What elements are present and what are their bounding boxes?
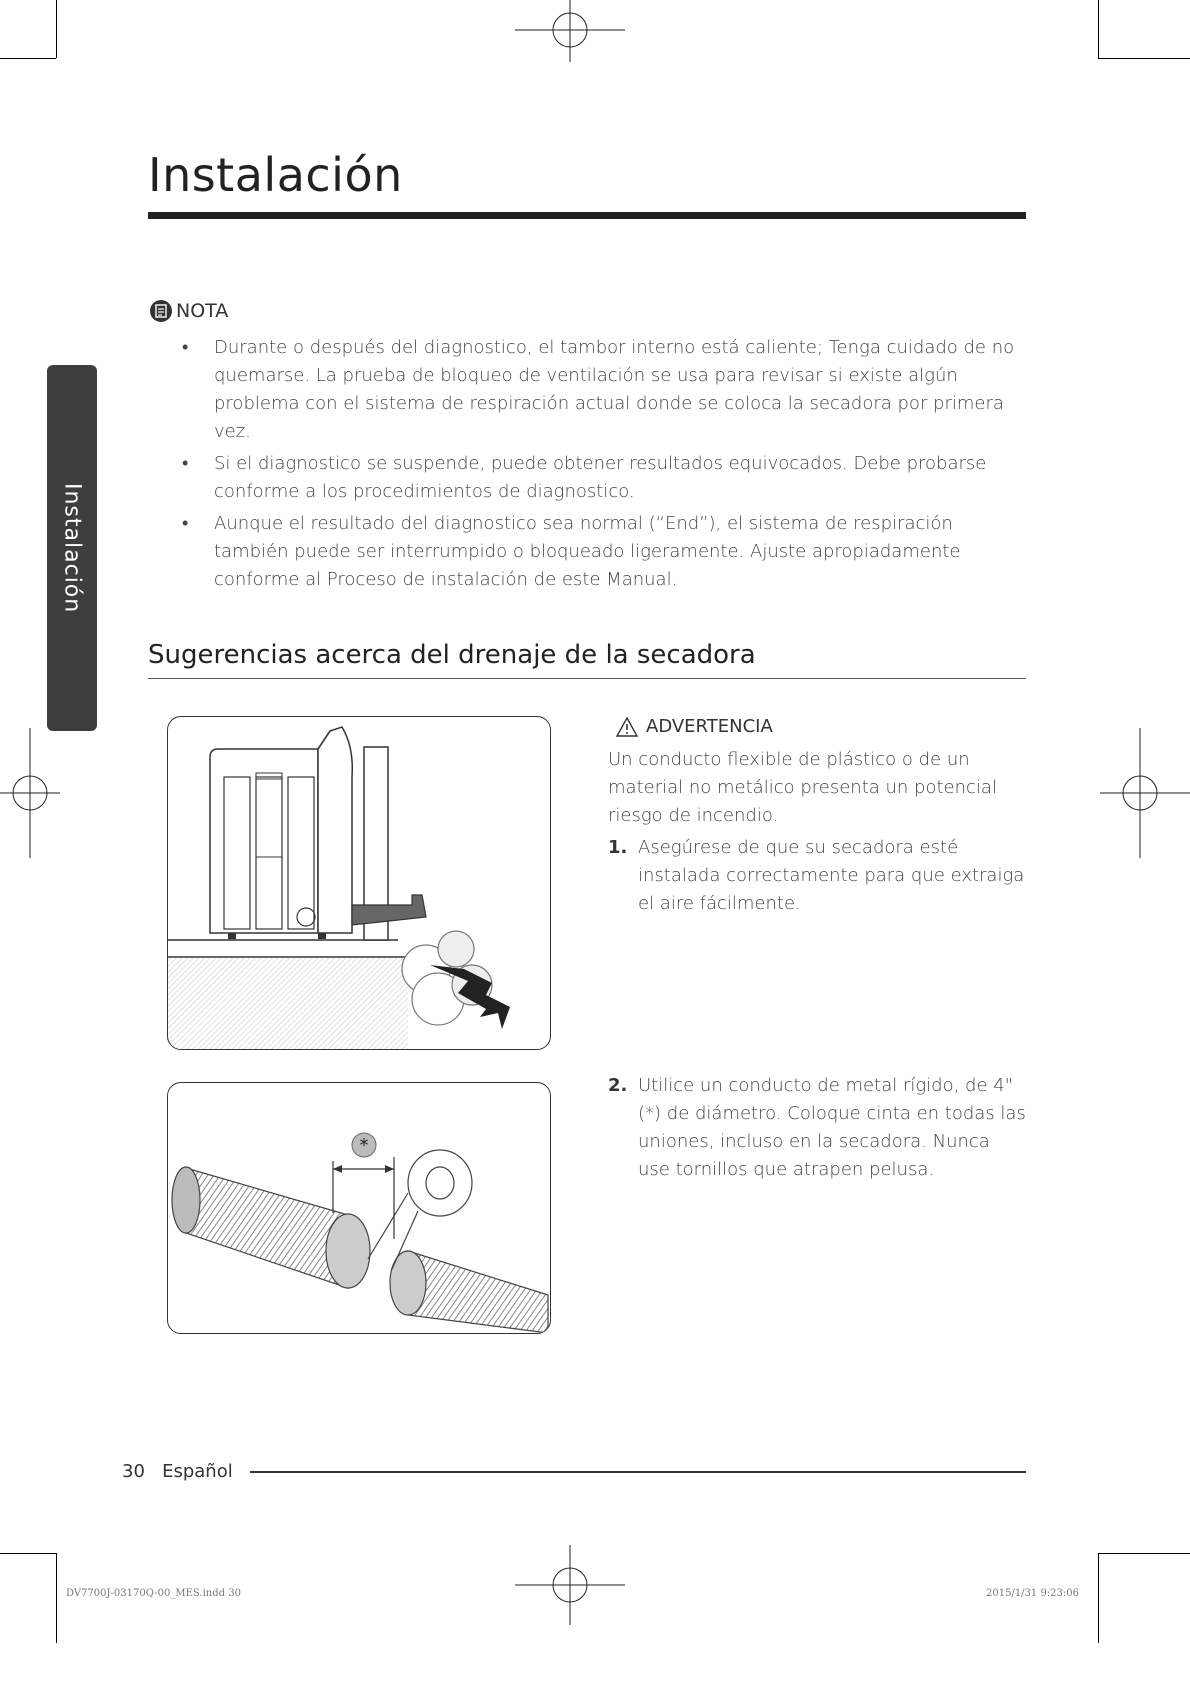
registration-mark-right <box>1100 728 1190 858</box>
step-number: 1. <box>608 837 628 858</box>
note-list <box>182 334 1022 598</box>
warning-label: ADVERTENCIA <box>646 716 773 737</box>
dryer-vent-figure <box>167 716 551 1050</box>
rigid-duct-figure <box>167 1082 551 1334</box>
step-1 <box>608 834 1026 918</box>
crop-mark <box>1098 58 1190 59</box>
warning-text: Un conducto flexible de plástico o de un material no metálico presenta un potencial riesgo de incendio. <box>608 749 997 826</box>
page-number: 30 <box>122 1461 145 1482</box>
step-number: 2. <box>608 1075 628 1096</box>
note-heading <box>150 300 228 322</box>
step-text: Asegúrese de que su secadora esté instalada correctamente para que extraiga el aire fácilmente. <box>638 837 1025 914</box>
section-title: Sugerencias acerca del drenaje de la secadora <box>148 640 756 670</box>
step-2 <box>608 1072 1026 1184</box>
footer-rule <box>250 1471 1026 1473</box>
footer-page <box>122 1461 233 1482</box>
crop-mark <box>0 1553 56 1554</box>
note-icon <box>150 300 172 322</box>
dimension-marker: * <box>359 1135 369 1156</box>
side-tab-label: Instalación <box>59 482 85 614</box>
registration-mark-bottom <box>510 1545 630 1625</box>
print-timestamp: 2015/1/31 9:23:06 <box>986 1588 1080 1599</box>
note-item: • Durante o después del diagnostico, el tambor interno está caliente; Tenga cuidado de no quemarse. La prueba de bloqueo de ventilación se usa para revisar si existe algún problema con el sistema de respiración actual donde se coloca la secadora por primera vez. <box>182 334 1022 446</box>
crop-mark <box>1098 0 1099 58</box>
warning-icon <box>616 717 638 737</box>
step-text: Utilice un conducto de metal rígido, de 4"(*) de diámetro. Coloque cinta en todas las uniones, incluso en la secadora. Nunca use tornillos que atrapen pelusa. <box>638 1075 1026 1180</box>
print-file-info: DV7700J-03170Q-00_MES.indd 30 <box>66 1588 241 1599</box>
crop-mark <box>56 1553 57 1643</box>
title-rule <box>148 212 1026 219</box>
warning-heading <box>616 716 773 737</box>
page-title: Instalación <box>148 148 403 202</box>
section-rule <box>148 678 1026 679</box>
note-label: NOTA <box>176 300 229 322</box>
crop-mark <box>1098 1553 1190 1554</box>
crop-mark <box>0 58 56 59</box>
side-tab <box>47 365 97 731</box>
registration-mark-top <box>510 0 630 62</box>
crop-mark <box>1098 1553 1099 1643</box>
footer-language: Español <box>162 1461 233 1482</box>
note-item: • Si el diagnostico se suspende, puede obtener resultados equivocados. Debe probarse conforme a los procedimientos de diagnostico. <box>182 450 1022 506</box>
crop-mark <box>56 0 57 58</box>
registration-mark-left <box>0 728 60 858</box>
note-item: • Aunque el resultado del diagnostico sea normal (“End”), el sistema de respiración también puede ser interrumpido o bloqueado ligeramente. Ajuste apropiadamente conforme al Proceso de instalación de este Manual. <box>182 510 1022 594</box>
